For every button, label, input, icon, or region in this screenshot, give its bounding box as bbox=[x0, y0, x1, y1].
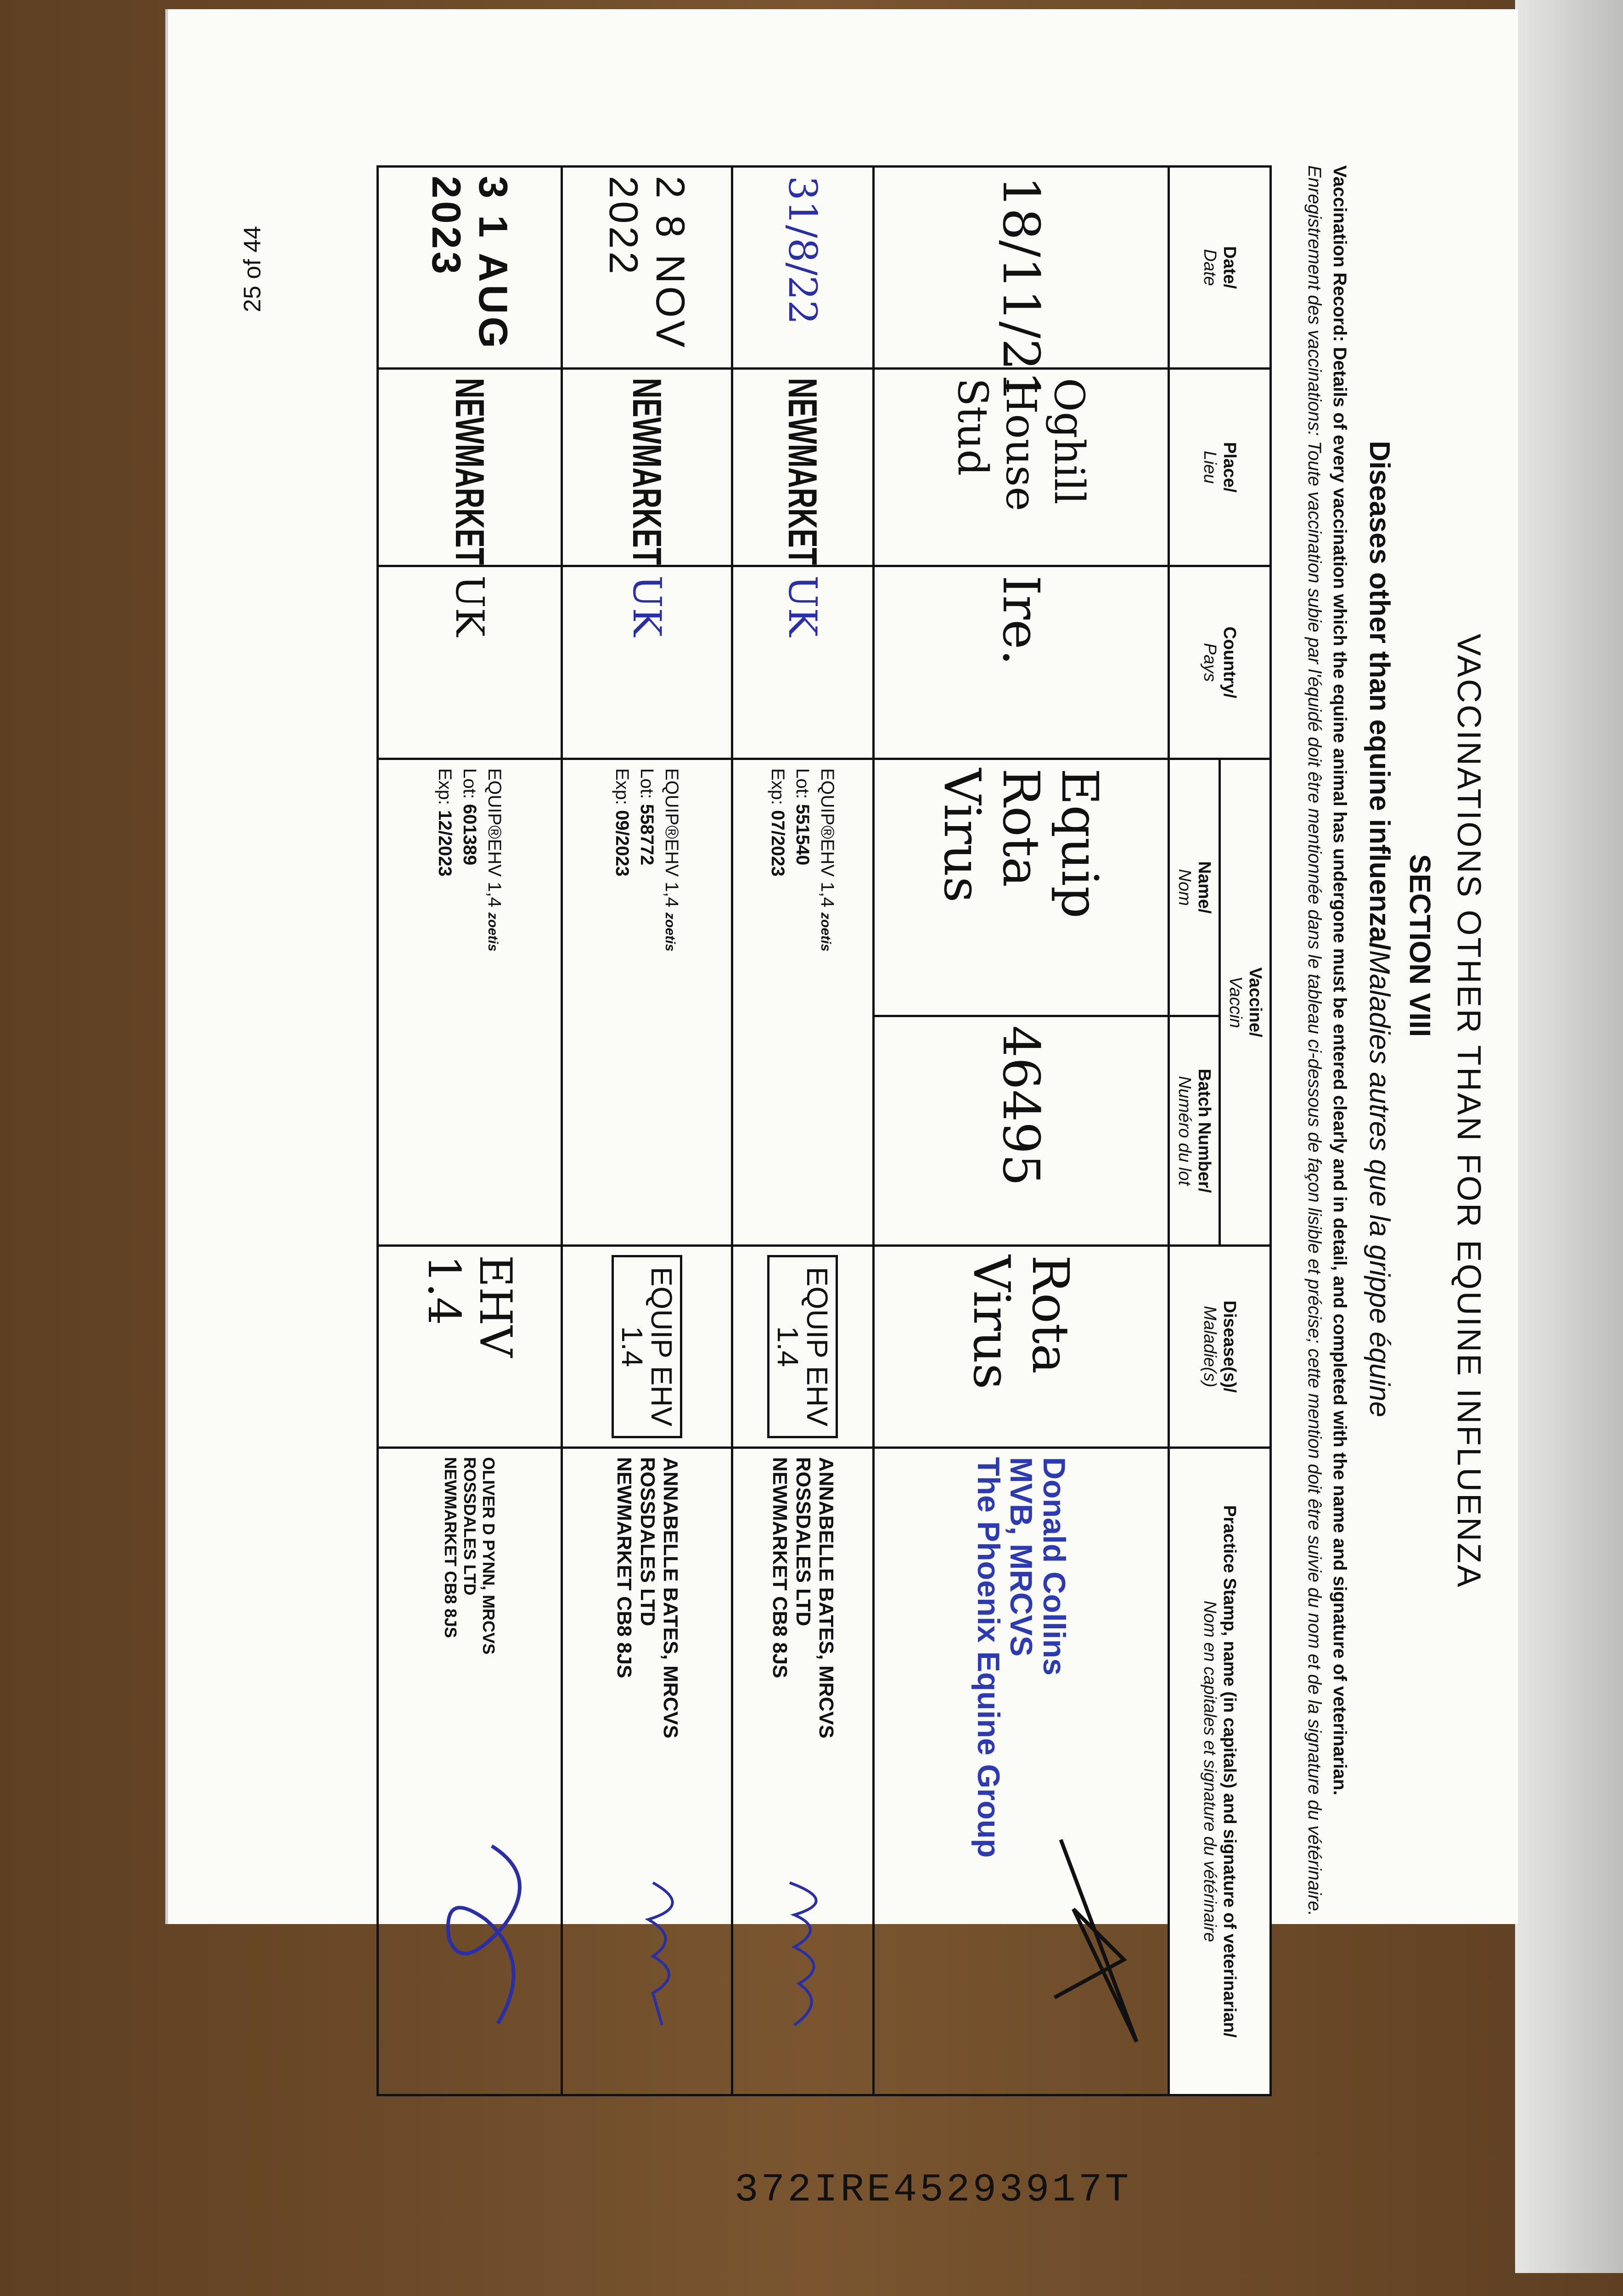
header-date: Date/ Date bbox=[1169, 167, 1271, 369]
cell-disease bbox=[562, 1246, 732, 1448]
section-title: SECTION VIII bbox=[1404, 854, 1437, 1037]
vet-qualifications: MVB, MRCVS bbox=[1004, 1457, 1039, 1657]
cell-vet-stamp bbox=[562, 1448, 732, 2095]
cell-vet-stamp bbox=[873, 1448, 1168, 2095]
cell-place: NEWMARKET bbox=[732, 369, 873, 566]
subtitle-en: Diseases other than equine influenza/ bbox=[1364, 441, 1395, 951]
table-row bbox=[378, 167, 562, 2095]
cell-place: NEWMARKET bbox=[378, 369, 562, 566]
vaccine-label: EQUIP®EHV 1,4 zoetis Lot: 551540 Exp: 07/2023 bbox=[768, 768, 838, 952]
vaccine-label: EQUIP®EHV 1,4 zoetis Lot: 601389 Exp: 12/2023 bbox=[435, 768, 505, 952]
vet-practice: The Phoenix Equine Group bbox=[971, 1457, 1006, 1858]
instruction-fr: Enregistrement des vaccinations: Toute vaccination subie par l'équidé doit être mentionnée dans le tableau ci-dessous de façon lisible et précise; cette mention doit être suivie du nom et de la signature du vétérinaire. bbox=[1304, 165, 1325, 1916]
vaccine-label: EQUIP®EHV 1,4 zoetis Lot: 558772 Exp: 09/2023 bbox=[612, 768, 682, 952]
cell-country: UK bbox=[732, 566, 873, 759]
header-stamp: Practice Stamp, name (in capitals) and signature of veterinarian/ Nom en capitales et signature du vétérinaire bbox=[1169, 1448, 1271, 2095]
vet-signature bbox=[441, 1828, 542, 2048]
cell-vaccine-label bbox=[378, 759, 562, 1246]
cell-date: 31/8/22 bbox=[732, 167, 873, 369]
vet-practice: ROSSDALES LTD bbox=[636, 1457, 659, 1626]
cell-date: 2 8 NOV 2022 bbox=[562, 167, 732, 369]
cell-vaccine-label bbox=[732, 759, 873, 1246]
vet-signature bbox=[630, 1874, 703, 2039]
document-id: 372IRE45293917T bbox=[735, 2167, 1132, 2212]
vet-name: OLIVER D PYNN, MRCVS bbox=[479, 1457, 499, 1655]
cell-vet-stamp bbox=[732, 1448, 873, 2095]
vet-signature bbox=[771, 1874, 845, 2039]
cell-country: UK bbox=[562, 566, 732, 759]
cell-date: 3 1 AUG 2023 bbox=[378, 167, 562, 369]
vet-name: ANNABELLE BATES, MRCVS bbox=[815, 1457, 838, 1739]
vet-address: NEWMARKET CB8 8JS bbox=[441, 1457, 461, 1638]
cell-date: 18/11/21 bbox=[873, 167, 1168, 369]
cell-disease bbox=[732, 1246, 873, 1448]
cell-country: UK bbox=[378, 566, 562, 759]
rotated-form bbox=[225, 37, 1488, 2038]
cell-place: Oghill House Stud bbox=[873, 369, 1168, 566]
vet-practice: ROSSDALES LTD bbox=[792, 1457, 814, 1626]
cell-vaccine-label bbox=[562, 759, 732, 1246]
disease-stamp: EQUIP EHV 1.4 bbox=[767, 1255, 838, 1438]
vet-practice: ROSSDALES LTD bbox=[460, 1457, 479, 1596]
cell-vet-stamp bbox=[378, 1448, 562, 2095]
cell-country: Ire. bbox=[873, 566, 1168, 759]
vaccination-table bbox=[376, 165, 1272, 2096]
table-row bbox=[873, 167, 1168, 2095]
cell-disease: Rota Virus bbox=[873, 1246, 1168, 1448]
cell-place: NEWMARKET bbox=[562, 369, 732, 566]
cell-vaccine-name: Equip Rota Virus bbox=[873, 759, 1168, 1016]
vet-address: NEWMARKET CB8 8JS bbox=[612, 1457, 635, 1678]
table-row bbox=[562, 167, 732, 2095]
header-country: Country/ Pays bbox=[1169, 566, 1271, 759]
subtitle-fr: Maladies autres que la grippe équine bbox=[1364, 950, 1395, 1418]
instruction-en: Vaccination Record: Details of every vaccination which the equine animal has undergone must be entered clearly and in detail, and completed with the name and signature of veterinarian. bbox=[1330, 165, 1350, 1795]
table-header-row bbox=[1220, 167, 1271, 2095]
header-name: Name/ Nom bbox=[1169, 759, 1220, 1016]
page-heading: VACCINATIONS OTHER THAN FOR EQUINE INFLUENZA bbox=[1450, 634, 1487, 1589]
section-subtitle bbox=[1363, 441, 1396, 1417]
vet-signature bbox=[1048, 1828, 1149, 2066]
disease-stamp: EQUIP EHV 1.4 bbox=[612, 1255, 682, 1438]
header-place: Place/ Lieu bbox=[1169, 369, 1271, 566]
table-row bbox=[732, 167, 873, 2095]
cell-batch: 46495 bbox=[873, 1016, 1168, 1246]
header-batch: Batch Number/ Numéro du lot bbox=[1169, 1016, 1220, 1246]
vet-name: Donald Collins bbox=[1036, 1457, 1072, 1676]
page-edge bbox=[1515, 0, 1623, 2273]
page-number: 25 of 44 bbox=[239, 226, 266, 312]
cell-disease: EHV 1.4 bbox=[378, 1246, 562, 1448]
vet-name: ANNABELLE BATES, MRCVS bbox=[659, 1457, 682, 1739]
header-vaccine: Vaccine/ Vaccin bbox=[1220, 759, 1271, 1246]
header-disease: Disease(s)/ Maladie(s) bbox=[1169, 1246, 1271, 1448]
vet-address: NEWMARKET CB8 8JS bbox=[769, 1457, 792, 1678]
